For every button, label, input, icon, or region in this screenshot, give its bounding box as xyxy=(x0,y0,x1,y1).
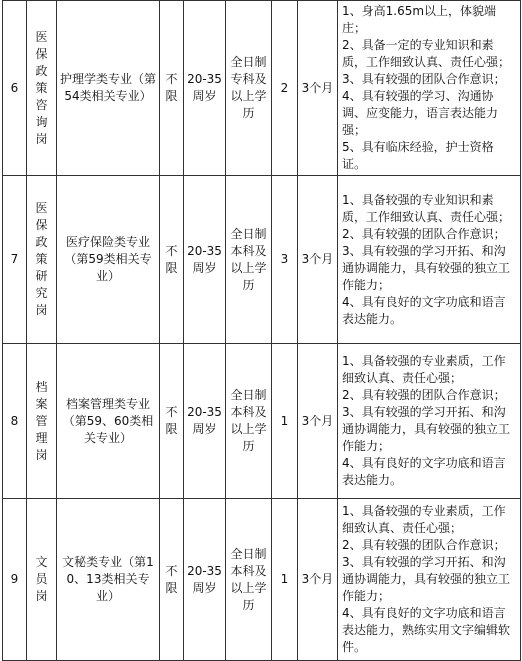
probation-term: 3个月 xyxy=(298,1,338,176)
major-requirement: 档案管理类专业（第59、60类相关专业） xyxy=(62,396,154,445)
job-table xyxy=(2,0,521,661)
hire-count: 2 xyxy=(272,1,298,176)
requirement-item: 1、具备较强的专业素质，工作细致认真、责任心强； xyxy=(342,504,506,535)
education-level: 全日制专科及以上学历 xyxy=(230,55,267,120)
position-name: 医保政策研究岗 xyxy=(35,201,48,317)
requirement-item: 4、具有良好的文字功底和语言表达能力。 xyxy=(342,456,506,487)
age-range: 20-35周岁 xyxy=(187,72,222,103)
education-level: 全日制本科及以上学历 xyxy=(230,388,267,453)
probation-term: 3个月 xyxy=(298,499,338,661)
requirement-item: 3、具有较强的团队合作意识； xyxy=(342,72,506,86)
requirement-item: 4、具有良好的文字功底和语言表达能力。 xyxy=(342,294,506,326)
age-range: 20-35周岁 xyxy=(187,405,222,436)
major-requirement: 文秘类专业（第10、13类相关专业） xyxy=(62,555,154,603)
major-requirement: 医疗保险类专业（第59类相关专业） xyxy=(64,235,152,283)
major-requirement: 护理学类专业（第54类相关专业） xyxy=(59,72,156,103)
requirement-item: 4、具有良好的文字功底和语言表达能力，熟练实用文字编辑软件。 xyxy=(342,606,511,654)
requirement-item: 1、身高1.65m以上，体貌端庄； xyxy=(342,4,497,35)
requirements-cell xyxy=(338,176,521,344)
requirement-item: 2、具有较强的团队合作意识； xyxy=(342,226,506,241)
hire-count: 1 xyxy=(272,344,298,499)
row-index: 8 xyxy=(3,344,27,499)
education-level: 全日制本科及以上学历 xyxy=(230,226,267,292)
requirement-item: 3、具有较强的学习开拓、和沟通协调能力，具有较强的独立工作能力； xyxy=(342,555,511,603)
table-row xyxy=(3,1,521,176)
hire-count: 3 xyxy=(272,176,298,344)
requirement-item: 1、具备较强的专业素质，工作细致认真、责任心强； xyxy=(342,354,506,385)
requirement-item: 4、具有较强的学习、沟通协调、应变能力，语言表达能力强； xyxy=(342,89,499,137)
table-row xyxy=(3,499,521,661)
requirement-item: 3、具有较强的学习开拓、和沟通协调能力，具有较强的独立工作能力； xyxy=(342,243,511,292)
age-range: 20-35周岁 xyxy=(187,563,222,595)
hire-count: 1 xyxy=(272,499,298,661)
probation-term: 3个月 xyxy=(298,344,338,499)
requirements-cell xyxy=(338,499,521,661)
requirement-item: 3、具有较强的学习开拓、和沟通协调能力，具有较强的独立工作能力； xyxy=(342,405,511,453)
requirements-cell xyxy=(338,344,521,499)
requirement-item: 2、具备一定的专业知识和素质，工作细致认真、责任心强； xyxy=(342,38,511,69)
row-index: 7 xyxy=(3,176,27,344)
position-name: 医保政策咨询岗 xyxy=(35,29,48,146)
requirement-item: 2、具有较强的团队合作意识； xyxy=(342,538,506,552)
gender-limit: 不限 xyxy=(165,563,178,595)
requirement-item: 1、具备较强的专业知识和素质，工作细致认真、责任心强； xyxy=(342,192,511,224)
requirements-cell xyxy=(338,1,521,176)
position-name: 档案管理岗 xyxy=(35,379,48,462)
gender-limit: 不限 xyxy=(165,243,178,275)
gender-limit: 不限 xyxy=(165,405,178,436)
gender-limit: 不限 xyxy=(165,72,178,103)
row-index: 9 xyxy=(3,499,27,661)
education-level: 全日制本科及以上学历 xyxy=(230,546,267,612)
table-row xyxy=(3,176,521,344)
requirement-item: 5、具有临床经验，护士资格证。 xyxy=(342,140,494,171)
row-index: 6 xyxy=(3,1,27,176)
requirement-item: 2、具有较强的团队合作意识； xyxy=(342,388,506,402)
table-row xyxy=(3,344,521,499)
position-name: 文员岗 xyxy=(35,555,48,603)
probation-term: 3个月 xyxy=(298,176,338,344)
age-range: 20-35周岁 xyxy=(187,243,222,275)
